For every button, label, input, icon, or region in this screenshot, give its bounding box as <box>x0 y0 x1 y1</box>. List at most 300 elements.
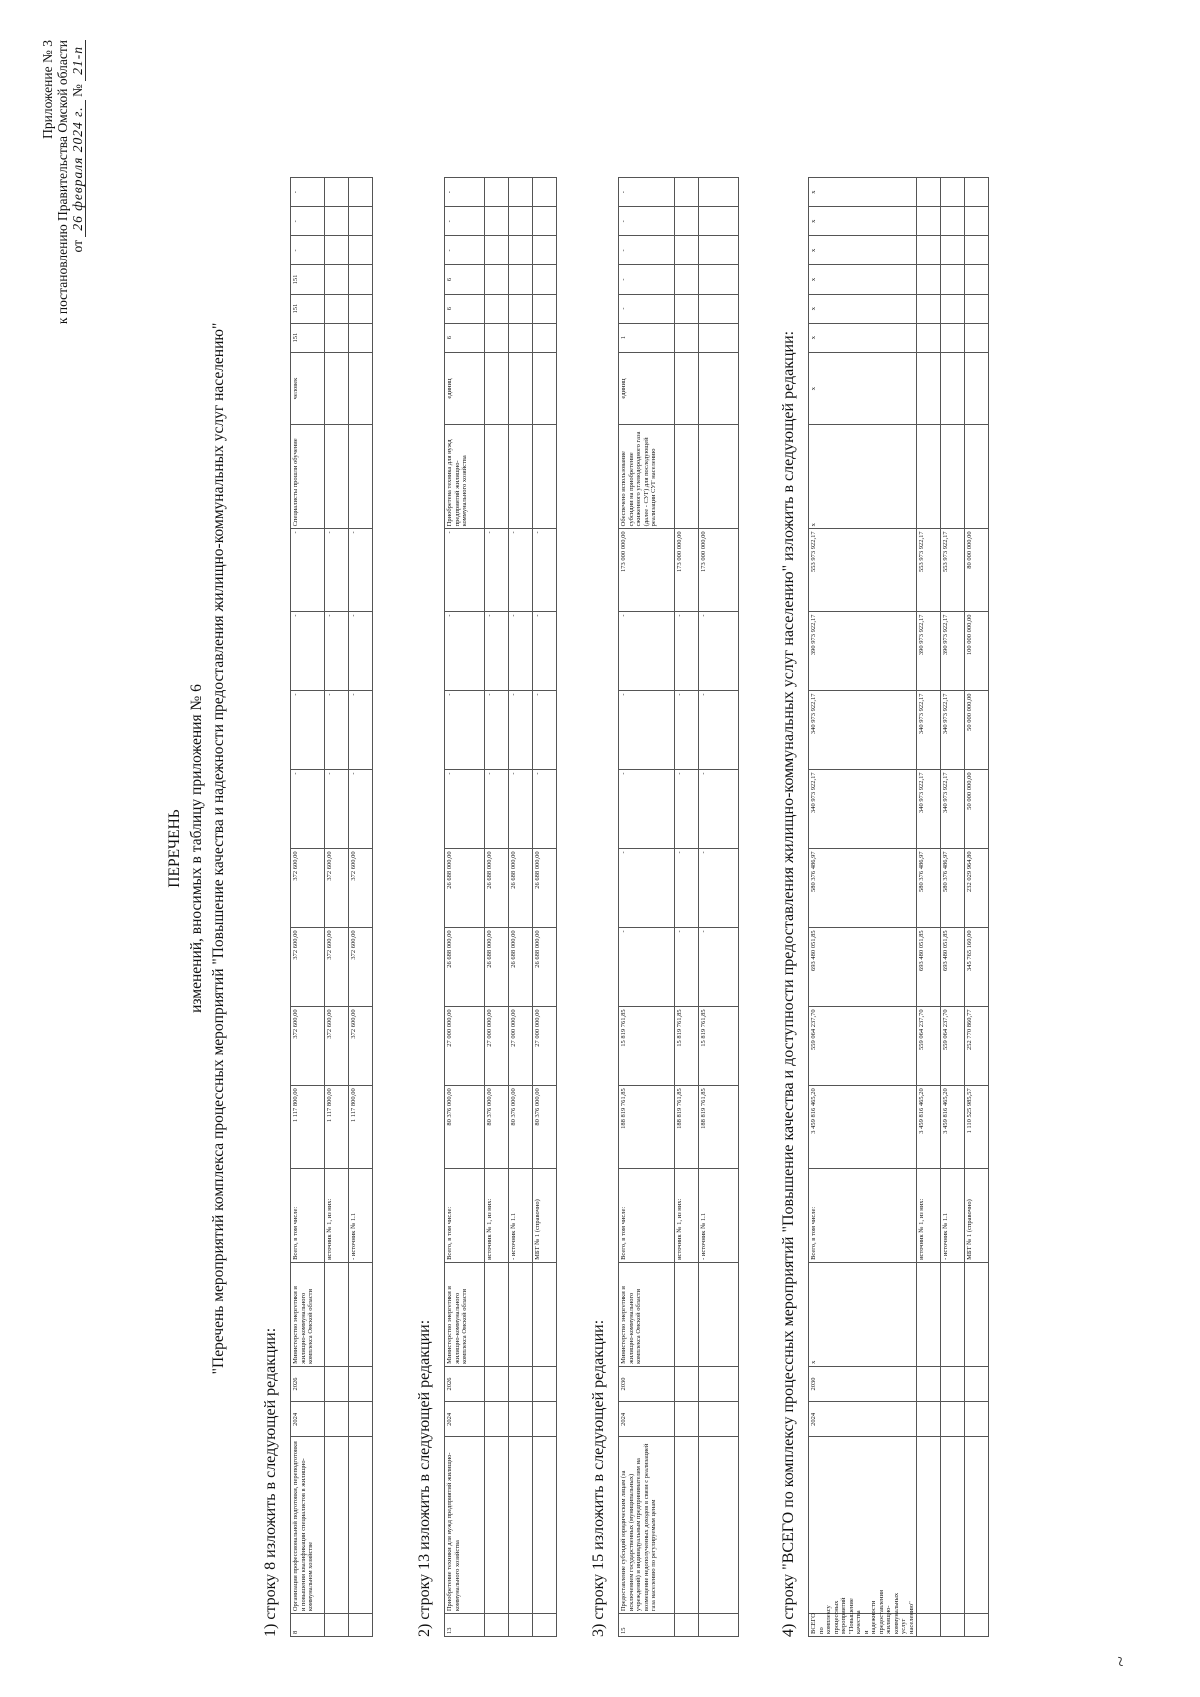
table-cell: - <box>485 612 509 691</box>
table-cell <box>917 323 941 352</box>
table-cell: Всего, в том числе: <box>619 1169 675 1263</box>
table-cell: - <box>291 207 325 236</box>
changes-table <box>808 177 989 1637</box>
table-cell: - <box>675 770 699 849</box>
table-cell <box>325 1402 349 1437</box>
table-cell: 2030 <box>619 1366 675 1401</box>
table-cell: - <box>485 529 509 612</box>
table-cell: - источник № 1.1 <box>349 1169 373 1263</box>
table-cell: 693 480 051,85 <box>941 928 965 1007</box>
table-cell: человек <box>291 352 325 425</box>
table-cell <box>485 1437 509 1614</box>
table-cell: МБТ № 1 (справочно) <box>533 1169 557 1263</box>
table-cell <box>349 323 373 352</box>
table-cell: - <box>291 529 325 612</box>
table-cell <box>509 294 533 323</box>
table-cell: 340 973 922,17 <box>941 691 965 770</box>
table-cell <box>533 425 557 529</box>
table-cell: 390 973 922,17 <box>809 612 917 691</box>
table-cell: 26 688 000,00 <box>509 928 533 1007</box>
table-cell: - <box>445 691 485 770</box>
table-cell <box>325 1366 349 1401</box>
table-cell <box>941 207 965 236</box>
table-cell: - <box>533 770 557 849</box>
table-cell <box>965 265 989 294</box>
table-cell: 3 459 816 465,20 <box>809 1086 917 1169</box>
table-cell <box>349 207 373 236</box>
table-cell: - <box>485 770 509 849</box>
table-cell: ВСЕГО по комплексу процессных мероприятий "Повышение качества и надежности предоставления жилищно-коммунальных услуг населению" <box>809 1614 917 1637</box>
table-cell: - <box>349 612 373 691</box>
table-cell <box>699 207 739 236</box>
table-cell: 15 <box>619 1614 675 1637</box>
table-cell: 100 000 000,00 <box>965 612 989 691</box>
table-cell: - <box>325 770 349 849</box>
table-cell: - <box>619 770 675 849</box>
table-cell <box>917 1366 941 1401</box>
table-cell <box>485 352 509 425</box>
table-cell: Министерство энергетики и жилищно-коммунального комплекса Омской области <box>291 1262 325 1366</box>
table-cell: Всего, в том числе: <box>445 1169 485 1263</box>
table-cell: - <box>619 207 675 236</box>
table-cell <box>699 1614 739 1637</box>
table-cell: Организация профессиональной подготовки, переподготовки и повышения квалификации специалистов в жилищно-коммунальном хозяйстве <box>291 1437 325 1614</box>
table-row <box>445 178 485 1637</box>
table-cell <box>917 425 941 529</box>
table-cell <box>509 178 533 207</box>
table-cell <box>917 1402 941 1437</box>
table-cell: x <box>809 265 917 294</box>
table-cell <box>941 1402 965 1437</box>
table-cell: - <box>485 691 509 770</box>
table-cell: - <box>445 529 485 612</box>
table-row <box>533 178 557 1637</box>
table-cell <box>699 265 739 294</box>
table-cell: 340 973 922,17 <box>809 770 917 849</box>
table-cell <box>675 294 699 323</box>
table-cell <box>917 265 941 294</box>
table-cell: 1 110 525 985,57 <box>965 1086 989 1169</box>
table-cell: - <box>619 294 675 323</box>
table-cell: - <box>291 612 325 691</box>
table-cell: 26 688 000,00 <box>445 928 485 1007</box>
table-cell: 26 688 000,00 <box>533 928 557 1007</box>
table-cell: 1 117 800,00 <box>291 1086 325 1169</box>
table-cell: 26 688 000,00 <box>485 849 509 928</box>
table-cell: 50 000 000,00 <box>965 691 989 770</box>
table-row <box>809 178 917 1637</box>
table-cell: - <box>445 612 485 691</box>
table-cell: 26 688 000,00 <box>533 849 557 928</box>
table-row <box>619 178 675 1637</box>
table-cell: - <box>699 691 739 770</box>
table-cell <box>917 207 941 236</box>
table-cell <box>917 178 941 207</box>
table-row <box>917 178 941 1637</box>
table-cell <box>485 425 509 529</box>
table-cell: x <box>809 352 917 425</box>
table-cell <box>349 1437 373 1614</box>
table-cell: 80 376 000,00 <box>509 1086 533 1169</box>
table-cell <box>675 1366 699 1401</box>
appendix-header <box>40 40 85 470</box>
table-cell: единиц <box>445 352 485 425</box>
table-cell <box>941 178 965 207</box>
table-cell: x <box>809 425 917 529</box>
table-cell <box>349 178 373 207</box>
table-cell <box>509 323 533 352</box>
table-cell: - <box>619 691 675 770</box>
document-subtitle-2: "Перечень мероприятий комплекса процессных мероприятий "Повышение качества и надежности предоставления жилищно-коммунальных услуг населению" <box>210 322 227 1375</box>
table-cell: 27 000 000,00 <box>485 1007 509 1086</box>
appendix-date-prefix: от <box>70 239 85 253</box>
table-cell: x <box>809 1262 917 1366</box>
table-cell: - <box>445 236 485 265</box>
table-cell <box>325 323 349 352</box>
table-cell <box>941 294 965 323</box>
section-heading: 1) строку 8 изложить в следующей редакции: <box>262 1327 279 1637</box>
table-cell: МБТ № 1 (справочно) <box>965 1169 989 1263</box>
table-cell: 553 973 922,17 <box>809 529 917 612</box>
table-cell: 693 480 051,85 <box>917 928 941 1007</box>
table-cell: - <box>325 691 349 770</box>
table-cell: - <box>533 612 557 691</box>
table-cell: - <box>699 770 739 849</box>
table-row <box>509 178 533 1637</box>
table-cell: 340 973 922,17 <box>941 770 965 849</box>
table-cell <box>509 1437 533 1614</box>
table-cell: Министерство энергетики и жилищно-коммунального комплекса Омской области <box>619 1262 675 1366</box>
table-cell <box>325 294 349 323</box>
table-cell <box>917 1614 941 1637</box>
document-subtitle: изменений, вносимых в таблицу приложения № 6 <box>188 684 205 1013</box>
table-cell: 2024 <box>619 1402 675 1437</box>
table-cell: - <box>619 236 675 265</box>
table-cell <box>941 1614 965 1637</box>
table-cell <box>941 323 965 352</box>
table-cell: 151 <box>291 323 325 352</box>
table-cell: - <box>509 529 533 612</box>
appendix-number-label: № <box>70 84 85 98</box>
section-heading: 2) строку 13 изложить в следующей редакции: <box>416 1319 433 1637</box>
table-cell: 173 000 000,00 <box>619 529 675 612</box>
table-cell: источник № 1, из них: <box>325 1169 349 1263</box>
table-cell: 559 064 237,70 <box>917 1007 941 1086</box>
changes-table <box>618 177 739 1637</box>
table-cell: 173 000 000,00 <box>699 529 739 612</box>
table-cell <box>965 1614 989 1637</box>
table-cell <box>325 265 349 294</box>
handwritten-signature: ~ <box>1109 1654 1133 1669</box>
table-cell: 27 000 000,00 <box>445 1007 485 1086</box>
table-cell: 50 000 000,00 <box>965 770 989 849</box>
table-cell: 693 480 051,85 <box>809 928 917 1007</box>
table-cell: Всего, в том числе: <box>809 1169 917 1263</box>
table-cell: Всего, в том числе: <box>291 1169 325 1263</box>
table-cell <box>325 178 349 207</box>
table-cell <box>509 1614 533 1637</box>
table-cell <box>699 425 739 529</box>
table-cell: 372 600,00 <box>325 849 349 928</box>
table-cell: - <box>509 612 533 691</box>
table-cell: 26 688 000,00 <box>445 849 485 928</box>
table-cell <box>675 1437 699 1614</box>
table-cell <box>325 207 349 236</box>
table-cell: x <box>809 323 917 352</box>
table-cell <box>675 425 699 529</box>
table-cell: x <box>809 236 917 265</box>
table-cell <box>965 1262 989 1366</box>
table-row <box>699 178 739 1637</box>
table-cell <box>675 265 699 294</box>
table-cell: 80 376 000,00 <box>445 1086 485 1169</box>
table-cell <box>509 236 533 265</box>
appendix-resolution-number: 21-п <box>70 40 86 81</box>
appendix-number: Приложение № 3 <box>40 40 55 139</box>
table-row <box>485 178 509 1637</box>
table-cell <box>509 1402 533 1437</box>
table-cell: 188 819 761,85 <box>699 1086 739 1169</box>
table-cell: источник № 1, из них: <box>917 1169 941 1263</box>
appendix-resolution: к постановлению Правительства Омской области <box>55 40 70 325</box>
table-cell: Министерство энергетики и жилищно-коммунального комплекса Омской области <box>445 1262 485 1366</box>
table-cell: 2030 <box>809 1366 917 1401</box>
table-cell: 553 973 922,17 <box>941 529 965 612</box>
table-cell <box>509 425 533 529</box>
table-cell <box>675 1614 699 1637</box>
table-cell <box>965 1402 989 1437</box>
table-cell <box>917 1262 941 1366</box>
table-cell: 1 117 800,00 <box>325 1086 349 1169</box>
table-cell <box>349 294 373 323</box>
table-cell: 553 973 922,17 <box>917 529 941 612</box>
table-cell: 2026 <box>291 1366 325 1401</box>
table-cell: - <box>675 849 699 928</box>
table-cell <box>699 178 739 207</box>
table-cell: - <box>509 770 533 849</box>
table-cell <box>917 236 941 265</box>
table-cell <box>965 323 989 352</box>
table-cell: - <box>675 928 699 1007</box>
table-cell: 345 765 160,00 <box>965 928 989 1007</box>
table-cell: 188 819 761,85 <box>675 1086 699 1169</box>
table-cell <box>485 323 509 352</box>
table-cell <box>965 425 989 529</box>
table-cell <box>533 294 557 323</box>
section-heading: 4) строку "ВСЕГО по комплексу процессных мероприятий "Повышение качества и доступности предоставления жилищно-коммунальных услуг населению" изложить в следующей редакции: <box>780 330 797 1637</box>
table-cell <box>965 352 989 425</box>
table-cell <box>533 352 557 425</box>
changes-table <box>444 177 557 1637</box>
table-cell: 580 376 486,97 <box>809 849 917 928</box>
table-cell <box>485 1366 509 1401</box>
table-cell <box>325 236 349 265</box>
table-cell <box>325 1262 349 1366</box>
table-cell: - <box>325 612 349 691</box>
table-cell <box>941 1262 965 1366</box>
table-cell: x <box>809 178 917 207</box>
table-cell <box>675 1262 699 1366</box>
table-cell: 6 <box>445 265 485 294</box>
table-cell <box>809 1437 917 1614</box>
table-cell <box>699 1402 739 1437</box>
table-cell <box>509 207 533 236</box>
table-cell: 2024 <box>291 1402 325 1437</box>
table-cell: 372 600,00 <box>291 849 325 928</box>
table-cell <box>509 1366 533 1401</box>
table-cell <box>675 207 699 236</box>
table-cell: - <box>533 529 557 612</box>
table-cell: 8 <box>291 1614 325 1637</box>
table-cell: - <box>699 849 739 928</box>
table-cell: 372 600,00 <box>349 928 373 1007</box>
table-cell <box>349 1366 373 1401</box>
table-cell: 559 064 237,70 <box>941 1007 965 1086</box>
table-cell <box>325 1614 349 1637</box>
table-cell: 372 600,00 <box>291 928 325 1007</box>
table-cell <box>917 352 941 425</box>
table-cell <box>675 323 699 352</box>
table-cell: 372 600,00 <box>291 1007 325 1086</box>
table-cell <box>349 1402 373 1437</box>
table-cell: - <box>445 770 485 849</box>
table-cell: - источник № 1.1 <box>941 1169 965 1263</box>
table-cell: 27 000 000,00 <box>509 1007 533 1086</box>
table-cell: 372 600,00 <box>325 1007 349 1086</box>
table-cell <box>349 425 373 529</box>
table-cell <box>675 352 699 425</box>
table-cell: - <box>619 178 675 207</box>
table-cell <box>485 236 509 265</box>
table-cell <box>675 1402 699 1437</box>
table-cell: единиц <box>619 352 675 425</box>
table-cell: - <box>291 178 325 207</box>
table-cell: 390 973 922,17 <box>917 612 941 691</box>
table-cell <box>349 352 373 425</box>
table-cell: 2024 <box>809 1402 917 1437</box>
table-cell <box>699 236 739 265</box>
table-cell: Обеспечено использование субсидии на приобретение сжиженного углеводородного газа (далее - СУГ) для последующей реализации СУГ населению <box>619 425 675 529</box>
table-cell: 2026 <box>445 1366 485 1401</box>
table-cell: - <box>445 207 485 236</box>
table-cell <box>533 265 557 294</box>
table-cell <box>485 1402 509 1437</box>
table-cell: - <box>533 691 557 770</box>
table-cell <box>533 1402 557 1437</box>
table-cell: - источник № 1.1 <box>509 1169 533 1263</box>
table-cell <box>533 1437 557 1614</box>
table-cell: 252 770 860,77 <box>965 1007 989 1086</box>
table-cell <box>349 265 373 294</box>
table-cell: 580 376 486,97 <box>941 849 965 928</box>
table-cell: - <box>349 770 373 849</box>
table-cell: 15 819 761,85 <box>699 1007 739 1086</box>
table-cell: 80 376 000,00 <box>533 1086 557 1169</box>
table-cell <box>533 1614 557 1637</box>
table-cell <box>965 1366 989 1401</box>
table-cell: Приобретение техники для нужд предприятий жилищно-коммунального хозяйства <box>445 1437 485 1614</box>
table-cell <box>485 265 509 294</box>
table-cell: - <box>619 849 675 928</box>
table-cell <box>941 1366 965 1401</box>
table-cell: 372 600,00 <box>325 928 349 1007</box>
table-cell: 151 <box>291 294 325 323</box>
table-cell: 6 <box>445 294 485 323</box>
table-cell <box>965 236 989 265</box>
table-cell: - источник № 1.1 <box>699 1169 739 1263</box>
table-cell <box>533 1366 557 1401</box>
table-cell <box>965 178 989 207</box>
table-cell <box>485 1262 509 1366</box>
table-cell: источник № 1, из них: <box>675 1169 699 1263</box>
table-cell: 372 600,00 <box>349 1007 373 1086</box>
table-cell <box>485 207 509 236</box>
table-cell <box>509 352 533 425</box>
table-cell: - <box>291 770 325 849</box>
table-cell <box>699 1366 739 1401</box>
table-cell: 13 <box>445 1614 485 1637</box>
table-cell: 188 819 761,85 <box>619 1086 675 1169</box>
table-cell: 340 973 922,17 <box>917 691 941 770</box>
document-title: ПЕРЕЧЕНЬ <box>166 809 183 888</box>
table-cell <box>349 1262 373 1366</box>
table-cell: - <box>349 529 373 612</box>
table-cell: 580 376 486,97 <box>917 849 941 928</box>
table-cell: 27 000 000,00 <box>533 1007 557 1086</box>
table-cell: - <box>619 928 675 1007</box>
table-row <box>675 178 699 1637</box>
table-cell: 1 <box>619 323 675 352</box>
table-cell <box>675 236 699 265</box>
table-row <box>291 178 325 1637</box>
table-cell <box>325 1437 349 1614</box>
table-cell: 151 <box>291 265 325 294</box>
table-cell <box>485 294 509 323</box>
table-cell: 15 819 761,85 <box>675 1007 699 1086</box>
table-cell <box>941 352 965 425</box>
table-cell: 6 <box>445 323 485 352</box>
table-cell <box>533 236 557 265</box>
table-cell: - <box>291 691 325 770</box>
table-cell: 559 064 237,70 <box>809 1007 917 1086</box>
table-cell <box>917 294 941 323</box>
table-cell <box>349 1614 373 1637</box>
table-cell: Приобретена техника для нужд предприятий жилищно-коммунального хозяйства <box>445 425 485 529</box>
table-cell <box>941 236 965 265</box>
table-cell: Предоставление субсидий юридическим лицам (за исключением государственных (муниципальных) учреждений) и индивидуальным предпринимателям на возмещение недополученных доходов в связи с реализацией газа населению по регулируемым ценам <box>619 1437 675 1614</box>
table-cell: - <box>619 612 675 691</box>
table-cell: 2024 <box>445 1402 485 1437</box>
table-cell: 1 117 800,00 <box>349 1086 373 1169</box>
table-cell <box>509 1262 533 1366</box>
table-cell <box>965 1437 989 1614</box>
table-cell <box>965 294 989 323</box>
table-cell: - <box>675 691 699 770</box>
table-cell: - <box>509 691 533 770</box>
table-cell: 26 688 000,00 <box>485 928 509 1007</box>
changes-table <box>290 177 373 1637</box>
table-cell <box>675 178 699 207</box>
table-cell: 26 688 000,00 <box>509 849 533 928</box>
table-cell <box>509 265 533 294</box>
appendix-date: 26 февраля 2024 г. <box>70 100 86 236</box>
table-cell: источник № 1, из них: <box>485 1169 509 1263</box>
table-cell <box>965 207 989 236</box>
table-cell <box>917 1437 941 1614</box>
table-cell: x <box>809 294 917 323</box>
table-row <box>965 178 989 1637</box>
table-cell <box>533 178 557 207</box>
